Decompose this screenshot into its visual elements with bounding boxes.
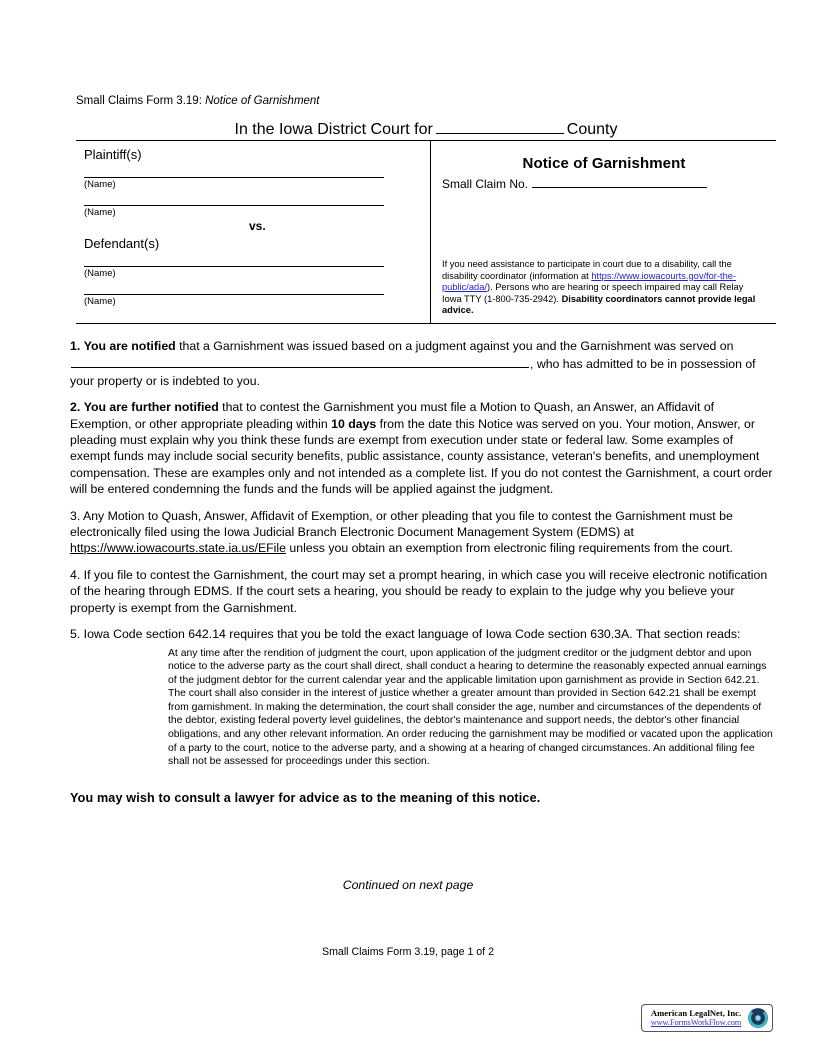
document-body	[70, 338, 776, 805]
legalnet-stamp	[641, 1004, 773, 1032]
legalnet-stamp-text	[645, 1008, 747, 1028]
paragraph-1-number: 1.	[70, 339, 81, 353]
plaintiff-label: Plaintiff(s)	[84, 147, 142, 162]
paragraph-2-text-b: from the date this Notice was served on you. Your motion, Answer, or pleading must explain why you think these funds are exempt from execution under state or federal law. Some examples of exempt funds may include social security benefits, public assistance, county assistance, veteran's benefits, and unemployment compensation. These are examples only and not intended as a complete list. If you do not contest the Garnishment, a court order will be entered condemning the funds and the funds will be applied against the judgment.	[70, 416, 773, 497]
form-id-prefix: Small Claims Form 3.19:	[76, 95, 202, 107]
paragraph-3-text-a: 3. Any Motion to Quash, Answer, Affidavit of Exemption, or other pleading that you file to contest the Garnishment must be electronically filed using the Iowa Judicial Branch Electronic Document Management System (EDMS) at	[70, 508, 733, 540]
paragraph-3-text-b: unless you obtain an exemption from electronic filing requirements from the court.	[285, 541, 733, 556]
paragraph-2-deadline: 10 days	[331, 416, 377, 431]
efile-url-link[interactable]: https://www.iowacourts.state.ia.us/EFile	[70, 541, 286, 556]
form-id-title: Notice of Garnishment	[205, 95, 320, 107]
form-identifier	[76, 95, 320, 107]
legalnet-company-name: American LegalNet, Inc.	[650, 1008, 742, 1018]
continued-notice: Continued on next page	[342, 878, 474, 892]
defendant-label: Defendant(s)	[84, 236, 160, 251]
defendant-name-caption-1: (Name)	[84, 268, 116, 279]
paragraph-1-text-a: that a Garnishment was issued based on a judgment against you and the Garnishment was served on	[175, 339, 734, 353]
paragraph-1	[70, 338, 776, 389]
ada-notice	[442, 259, 764, 317]
small-claim-number-row	[442, 174, 766, 191]
statute-quote-block: At any time after the rendition of judgment the court, upon application of the judgment creditor or the judgment debtor and upon notice to the adverse party as the court shall direct, shall conduct a hearing to determine the reasonably expected annual earnings of the judgment debtor for the current calendar year and the applicable limitation upon garnishment as provide in Section 642.21. The court shall also consider in the interest of justice whether a greater amount than provided in Section 642.21 shall be exempt from garnishment. In making the determination, the court shall consider the age, number and circumstances of the dependents of the debtor, existing federal poverty level guidelines, the debtor's maintenance and support needs, the debtor's other financial obligations, and any other relevant information. An order reducing the garnishment may be modified or vacated upon the application of a party to the court, notice to the adverse party, and a showing at a hearing of changed circumstances. An additional filing fee shall not be assessed for proceedings under this section.	[168, 647, 773, 768]
paragraph-2-number: 2.	[70, 400, 81, 415]
ada-text-part1: If you need assistance to participate in court due to a disability, call the disability coordinator (information at	[442, 259, 732, 281]
versus-row	[84, 219, 418, 236]
parties-section	[76, 141, 430, 323]
caption-block	[76, 140, 776, 324]
legalnet-website-link[interactable]: www.FormsWorkFlow.com	[650, 1018, 742, 1027]
notice-title: Notice of Garnishment	[522, 155, 686, 172]
plaintiff-name-line-2[interactable]	[84, 204, 384, 206]
small-claim-number-label: Small Claim No.	[442, 177, 529, 191]
court-heading-prefix: In the Iowa District Court for	[234, 121, 433, 138]
county-blank-field[interactable]	[436, 118, 564, 134]
defendant-name-line-1[interactable]	[84, 265, 384, 267]
paragraph-2-bold-lead: You are further notified	[83, 400, 219, 415]
page-footer: Small Claims Form 3.19, page 1 of 2	[322, 946, 494, 958]
court-heading-suffix: County	[566, 121, 618, 138]
court-heading	[76, 118, 776, 140]
paragraph-2	[70, 399, 776, 497]
paragraph-5: 5. Iowa Code section 642.14 requires that you be told the exact language of Iowa Code section 630.3A. That section reads:	[70, 627, 741, 642]
paragraph-1-text-b: , who has admitted to be in possession of your property or is indebted to you.	[70, 357, 756, 388]
lawyer-advice-notice: You may wish to consult a lawyer for advice as to the meaning of this notice.	[70, 790, 541, 805]
defendant-name-caption-2: (Name)	[84, 296, 116, 307]
ada-text-part2: ). Persons who are hearing or speech impaired may call Relay Iowa TTY (1-800-735-2942).	[442, 282, 744, 304]
notice-section	[430, 141, 776, 323]
paragraph-3	[70, 508, 776, 557]
ada-info-link[interactable]: https://www.iowacourts.gov/for-the-public/ada/	[442, 270, 737, 293]
plaintiff-name-caption-2: (Name)	[84, 207, 116, 218]
paragraph-4: 4. If you file to contest the Garnishment, the court may set a prompt hearing, in which case you will receive electronic notification of the hearing through EDMS. If the court sets a hearing, you should be ready to explain to the judge why you believe your property is exempt from the Garnishment.	[70, 567, 768, 615]
versus-label: vs.	[249, 219, 266, 233]
legalnet-swirl-logo-icon	[747, 1007, 769, 1029]
garnishee-blank-field[interactable]	[71, 354, 529, 368]
plaintiff-name-caption-1: (Name)	[84, 179, 116, 190]
small-claim-number-field[interactable]	[532, 174, 707, 188]
plaintiff-name-line-1[interactable]	[84, 176, 384, 178]
paragraph-2-text-a: that to contest the Garnishment you must file a Motion to Quash, an Answer, an Affidavit of Exemption, or other appropriate pleading within	[70, 400, 715, 431]
ada-bold-notice: Disability coordinators cannot provide legal advice.	[442, 293, 756, 316]
paragraph-1-bold-lead: You are notified	[83, 339, 176, 353]
defendant-name-line-2[interactable]	[84, 293, 384, 295]
